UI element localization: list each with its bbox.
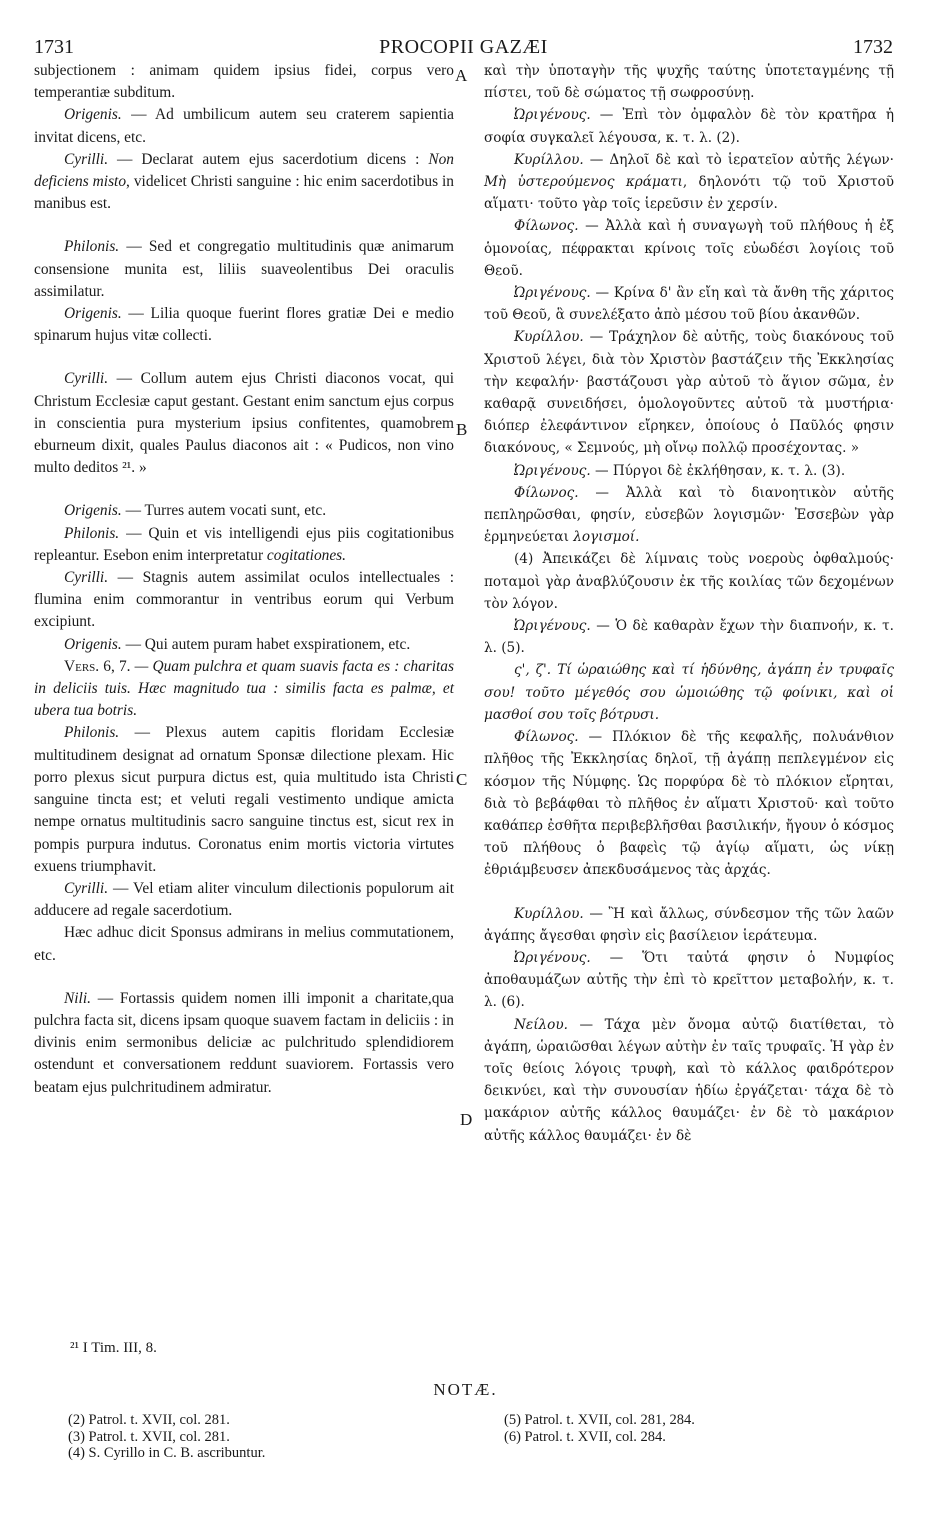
latin-paragraph: Philonis. — Quin et vis intelligendi ejus piis cogitationibus repleantur. Esebon enim interpretatur cogitationes. [34,524,454,564]
latin-paragraph: Cyrilli. — Vel etiam aliter vinculum dilectionis populorum ait adducere ad regale sacerdotium. [34,879,454,920]
author-label: Κυρίλλου. [514,905,584,922]
note-item: (3) Patrol. t. XVII, col. 281. [68,1428,230,1445]
author-label: Philonis. [64,724,120,742]
notes-title: NOTÆ. [433,1380,498,1399]
greek-paragraph: Κυρίλλου. — Δηλοῖ δὲ καὶ τὸ ἱερατεῖον αὐτῆς λέγων· Μὴ ὑστερούμενος κράματι, δηλονότι τῷ τοῦ Χριστοῦ αἵματι· τοῦτο γὰρ τοῖς ἱερεῦσιν ἐν χερσίν. [484,151,894,213]
latin-paragraph: Cyrilli. — Stagnis autem assimilat oculos intellectuales : flumina enim commorantur in ventribus eorum qui Verbum excipiunt. [34,569,454,631]
author-label: Ὠριγένους. [514,949,591,966]
author-label: Philonis. [64,524,120,542]
margin-marker-a: A [455,66,468,85]
greek-paragraph: Κυρίλλου. — Τράχηλον δὲ αὐτῆς, τοὺς διακόνους τοῦ Χριστοῦ λέγει, διὰ τὸν Χριστὸν βαστάζειν τῆς Ἐκκλησίας τὴν κεφαλήν· βαστάζουσι γὰρ αὐτοῦ τὸ ἅγιον σῶμα, ἐν καθαρᾷ συνειδήσει, ὁμολογοῦντες αὐτοῦ τὰ μυστήρια· διόπερ ἐλεφάντινον εἴρηκεν, ὁποίους ὁ Παῦλός φησιν διακόνους, « Σεμνούς, μὴ οἴνῳ πολλῷ προσέχοντας. » [484,329,894,457]
notes-left-column [68,1412,468,1462]
latin-paragraph: Cyrilli. — Collum autem ejus Christi diaconos vocat, qui Christum Ecclesiæ caput gestant. Gestant enim sanctum ejus corpus in conscientia pura mysterium ipsius confitentes, quamobrem eburneum dixit, quales Paulus diaconos ait : « Pudicos, non vino multo deditos ²¹. » [34,370,454,477]
author-label: Ὠριγένους. [514,107,591,124]
author-label: Origenis. [64,502,122,520]
author-label: Origenis. [64,106,122,124]
author-label: Νείλου. [514,1016,568,1033]
author-label: Ὠριγένους. [514,462,591,479]
page-number-right: 1732 [853,36,893,58]
author-label: Κυρίλλου. [514,151,584,168]
greek-paragraph: Νείλου. — Τάχα μὲν ὄνομα αὐτῷ διατίθεται, τὸ ἀγάπη, ὡραιῶσθαι λέγων αὐτὴν ἐν ταῖς τρυφαῖς. Ἡ γὰρ ἐν τοῖς θείοις λόγοις τρυφὴ, καὶ τὸ κάλλος φαιδρότερον δεικνύει, καὶ τὴν συνουσίαν ἡδίω ἐργάζεται· τάχα δὲ τὸ μακάριον αὐτῆς κάλλος θαυμάζει· ἐν δὲ τὸ μακάριον αὐτῆς κάλλος θαυμάζει· ἐν δὲ [484,1016,894,1144]
greek-paragraph: Φίλωνος. — Ἀλλὰ καὶ τὸ διανοητικὸν αὐτῆς πεπληρῶσθαι, φησίν, εὐσεβῶν λογισμῶν· Ἐσσεβὼν γὰρ ἑρμηνεύεται λογισμοί. [484,484,894,546]
author-label: Κυρίλλου. [514,329,584,346]
latin-paragraph: Origenis. — Turres autem vocati sunt, etc. [64,502,327,520]
greek-paragraph: Ὠριγένους. — Ὅτι ταὐτά φησιν ὁ Νυμφίος ἀποθαυμάζων αὐτῆς τὴν ἐπὶ τὸ κρεῖττον μεταβολήν, κ. τ. λ. (6). [484,949,894,1011]
notes-right-column [504,1412,884,1445]
greek-verse: ς', ζ'. Τί ὡραιώθης καὶ τί ἡδύνθης, ἀγάπη ἐν τρυφαῖς σου! τοῦτο μέγεθός σου ὡμοιώθης τῷ φοίνικι, καὶ οἱ μασθοί σου τοῖς βότρυσι. [484,662,894,723]
author-label: Philonis. [64,238,120,256]
author-label: Φίλωνος. [514,484,579,501]
margin-marker-d: D [460,1110,473,1129]
author-label: Origenis. [64,305,122,323]
latin-footnote: ²¹ I Tim. III, 8. [70,1340,157,1356]
latin-paragraph: Origenis. — Lilia quoque fuerint flores gratiæ Dei e medio spinarum hujus vitæ collecti. [34,305,454,345]
author-label: Cyrilli. [64,879,109,897]
greek-paragraph: (4) Ἀπεικάζει δὲ λίμναις τοὺς νοεροὺς ὀφθαλμούς· ποταμοὶ γὰρ ἀναβλύζουσιν ἐκ τῆς κοιλίας τῶν δεχομένων τὸν λόγον. [484,551,894,612]
note-item: (5) Patrol. t. XVII, col. 281, 284. [504,1412,695,1428]
latin-paragraph: Origenis. — Qui autem puram habet exspirationem, etc. [64,635,411,653]
author-label: Φίλωνος. [514,218,579,235]
author-label: Nili. [64,989,91,1007]
running-title: PROCOPII GAZÆI [379,36,548,58]
greek-paragraph: καὶ τὴν ὑποταγὴν τῆς ψυχῆς ταύτης ὑποτεταγμένης τῇ πίστει, τοῦ δὲ σώματος τῇ σωφροσύνῃ. [484,63,894,102]
greek-paragraph: Ὠριγένους. — Ἐπὶ τὸν ὀμφαλὸν δὲ τὸν κρατῆρα ἡ σοφία συγκαλεῖ λέγουσα, κ. τ. λ. (2). [484,107,894,146]
author-label: Cyrilli. [64,370,109,388]
latin-column [34,60,454,1099]
note-item: (6) Patrol. t. XVII, col. 284. [504,1428,666,1445]
author-label: Ὠριγένους. [514,618,591,635]
latin-paragraph: Origenis. — Ad umbilicum autem seu craterem sapientia invitat dicens, etc. [34,106,454,146]
latin-paragraph: Hæc adhuc dicit Sponsus admirans in melius commutationem, etc. [34,924,454,964]
author-label: Origenis. [64,635,122,653]
greek-paragraph: Ὠριγένους. — Πύργοι δὲ ἐκλήθησαν, κ. τ. λ. (3). [514,462,846,479]
author-label: Cyrilli. [64,150,109,168]
latin-paragraph: Philonis. — Sed et congregatio multitudinis quæ animarum consensione munita est, liliis suaveolentibus Dei oraculis assimilatur. [34,238,454,300]
author-label: Ὠριγένους. [514,285,591,302]
latin-paragraph: subjectionem : animam quidem ipsius fidei, corpus vero temperantiæ subditum. [34,62,454,102]
greek-paragraph: Ὠριγένους. — Ὁ δὲ καθαρὰν ἔχων τὴν διαπνοήν, κ. τ. λ. (5). [484,618,894,657]
author-label: Φίλωνος. [514,729,579,746]
greek-paragraph: Κυρίλλου. — Ἢ καὶ ἄλλως, σύνδεσμον τῆς τῶν λαῶν ἀγάπης ἄγεσθαι φησὶν εἰς βασίλειον ἱεράτευμα. [484,905,894,944]
latin-paragraph: Cyrilli. — Declarat autem ejus sacerdotium dicens : Non deficiens misto, videlicet Christi sanguine : hic enim sacerdotibus in manibus est. [34,150,455,213]
page-header [34,36,893,62]
note-item: (2) Patrol. t. XVII, col. 281. [68,1412,230,1428]
greek-column [484,60,894,1147]
greek-paragraph: Φίλωνος. — Πλόκιον δὲ τῆς κεφαλῆς, πολυάνθιον πλῆθος τῆς Ἐκκλησίας δηλοῖ, τῇ ἀγάπῃ πεπλεγμένον εἰς κόσμον τῆς Νύμφης. Ὡς πορφύρα δὲ τὸ πλόκιον εἴρηται, διὰ τὸ βεβάφθαι τὸ πλῆθος ἐν αἵματι Χριστοῦ· καὶ τοῦτο καθάπερ ἐσθῆτα περιβεβλῆσθαι βασιλικήν, ἤγουν ὁ κόσμος τοῦ πλήθους ὁ βαφεὶς τῷ ἁγίῳ αἵματι, ὡς νίκῃ ἐθριάμβευσεν ἀπεκδυσάμενος τὰς ἀρχάς. [484,729,894,879]
greek-paragraph: Ὠριγένους. — Κρίνα δ' ἂν εἴη καὶ τὰ ἄνθη τῆς χάριτος τοῦ Θεοῦ, ἃ συνελέξατο ἀπὸ μέσου τοῦ βίου ἀκανθῶν. [484,285,894,324]
latin-verse: Vers. 6, 7. — Quam pulchra et quam suavis facta es : charitas in deliciis tuis. Hæc magnitudo tua : similis facta es palmæ, et ubera tua botris. [34,657,454,720]
verse-label: Vers. 6, 7. [64,657,131,675]
margin-marker-b: B [456,420,468,439]
author-label: Cyrilli. [64,569,109,587]
greek-paragraph: Φίλωνος. — Ἀλλὰ καὶ ἡ συναγωγὴ τοῦ πλήθους ἡ ἐξ ὁμονοίας, πέφρακται κρίνοις τοῖς εὐωδέσι λογίοις τοῦ Θεοῦ. [484,218,894,279]
margin-marker-c: C [456,770,468,789]
latin-paragraph: Philonis. — Plexus autem capitis floridam Ecclesiæ multitudinem designat ad ornatum Sponsæ dilectione plexam. Hic porro plexus sicut purpura dictus est, quia multitudo ista Christi sanguine tincta est; et veluti regali vestimento undique amicta nempe ornatus multitudinis sacro sanguine tinctus est, sicut rex in pompis purpura indutus. Coronatus enim mortis victoria virtutes exuens triumphavit. [34,724,454,875]
latin-paragraph: Nili. — Fortassis quidem nomen illi imponit a charitate,qua pulchra facta sit, dicens ipsam quoque suavem factam in deliciis : in divinis enim sermonibus deliciæ ac pulchritudo splendidiorem ostendunt et conversationem reddunt suaviorem. Fortassis vero beatam ejus pulchritudinem admiratur. [34,989,454,1096]
page-number-left: 1731 [34,36,74,58]
note-item: (4) S. Cyrillo in C. B. ascribuntur. [68,1445,266,1461]
